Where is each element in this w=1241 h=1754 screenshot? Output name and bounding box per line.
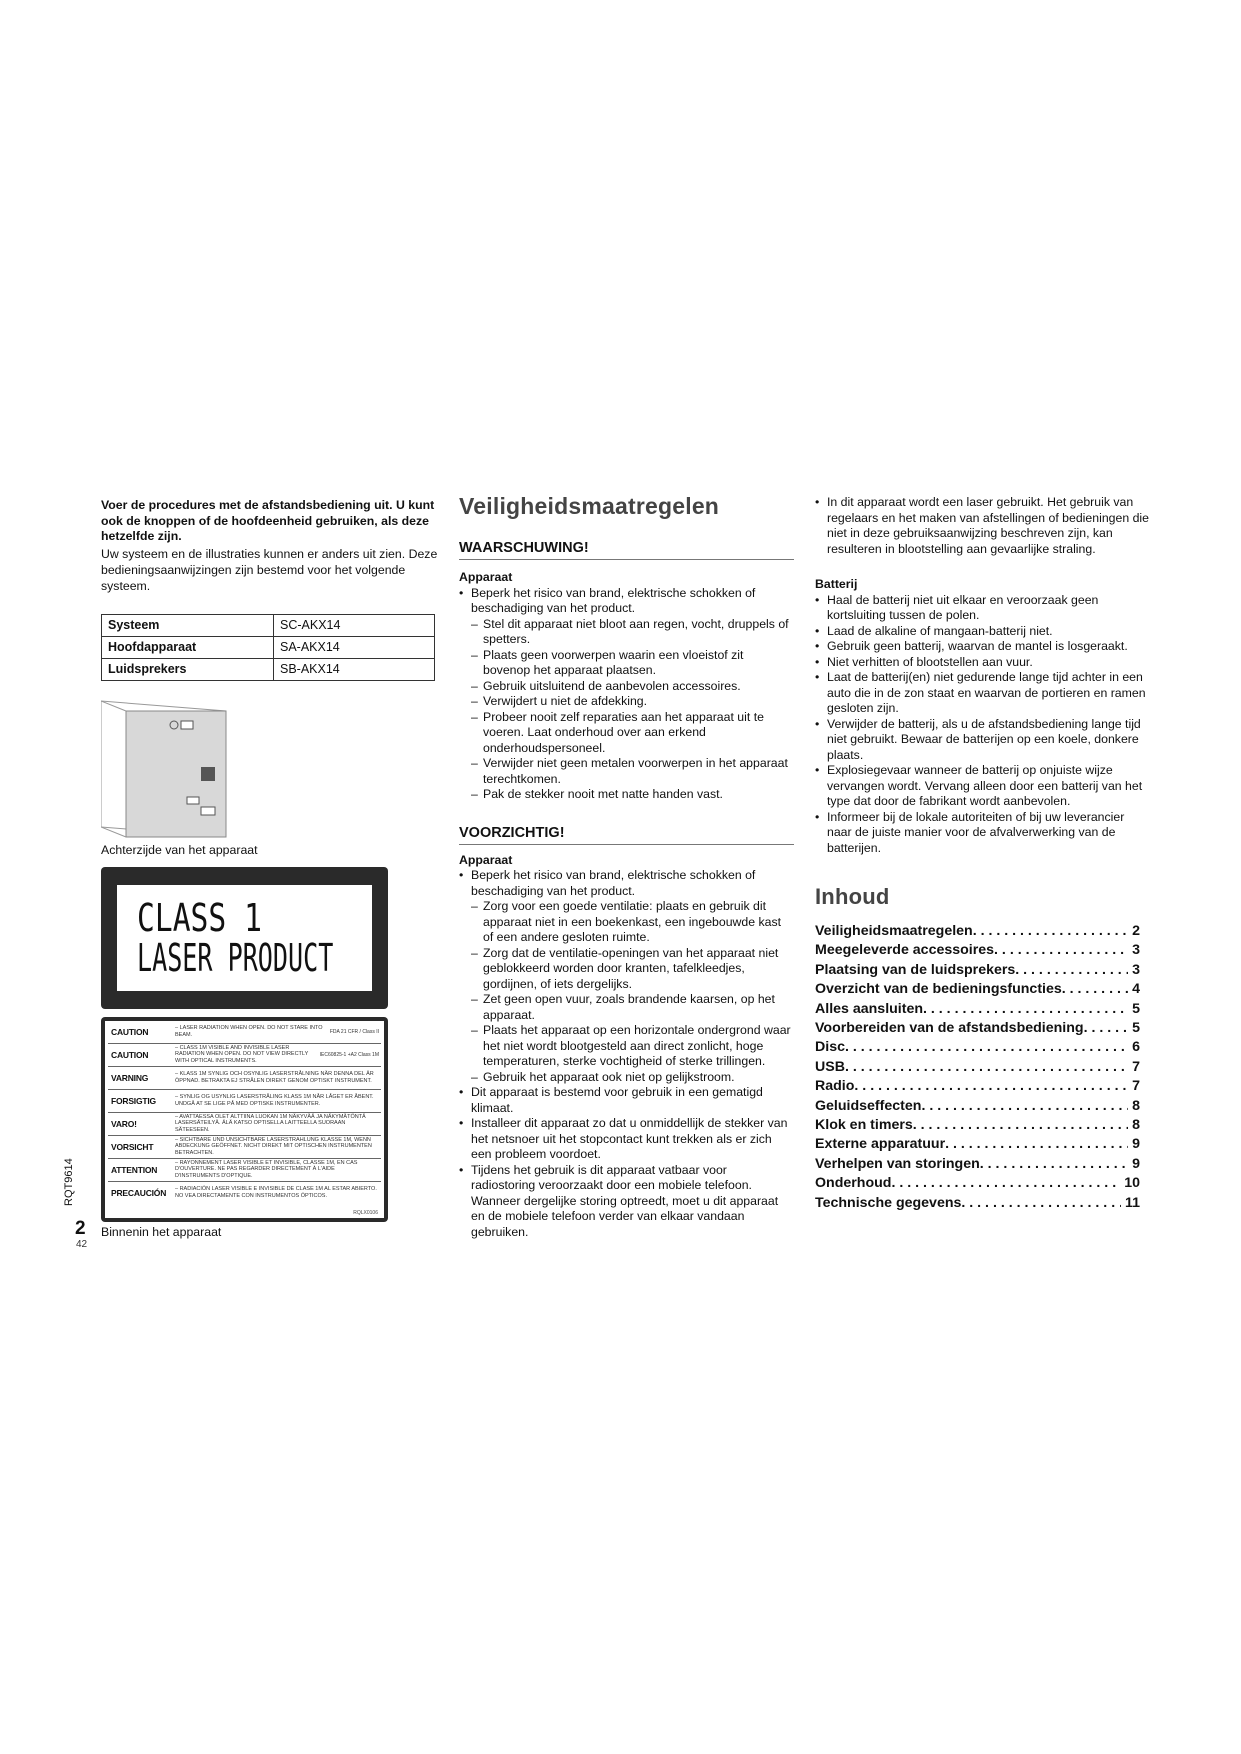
list-item: – Plaats het apparaat op een horizontale ondergrond waar het niet wordt blootgesteld aan direct zonlicht, hoge temperaturen, sterke vochtigheid of sterke trillingen.: [471, 1023, 794, 1070]
toc-leader-dots: [845, 1038, 1128, 1057]
toc-entry-title: USB: [815, 1058, 845, 1075]
list-item: – Probeer nooit zelf reparaties aan het apparaat uit te voeren. Laat onderhoud over aan erkend onderhoudspersoneel.: [471, 710, 794, 757]
toc-entry-title: Disc: [815, 1039, 845, 1056]
warning-label-fda: FDA 21 CFR / Class II: [329, 1028, 379, 1035]
warning-label-key: PRECAUCIÓN: [111, 1187, 167, 1198]
list-item: • Haal de batterij niet uit elkaar en veroorzaak geen kortsluiting tussen de polen.: [815, 593, 1151, 624]
toc-leader-dots: [891, 1174, 1120, 1193]
list-item: – Zorg dat de ventilatie-openingen van het apparaat niet geblokkeerd worden door kranten, tafelkleedjes, gordijnen, of iets dergelijks.: [471, 946, 794, 993]
laser-note-list: [815, 495, 1151, 557]
toc-leader-dots: [961, 1194, 1121, 1213]
warning-label-key: VARNING: [111, 1072, 149, 1083]
warning-label-row: [108, 1113, 381, 1136]
safety-title: Veiligheidsmaatregelen: [459, 493, 720, 519]
toc-entry-page: 5: [1132, 1000, 1140, 1017]
toc-leader-dots: [1015, 961, 1128, 980]
caption-inside: Binnenin het apparaat: [101, 1224, 222, 1239]
toc-entry-page: 9: [1132, 1136, 1140, 1153]
toc-entry-page: 3: [1132, 961, 1140, 978]
list-item: • Gebruik geen batterij, waarvan de mantel is losgeraakt.: [815, 639, 1151, 655]
toc-entry-page: 10: [1124, 1175, 1140, 1192]
page-number-small: 42: [76, 1239, 88, 1250]
toc-entry: [815, 1058, 1140, 1077]
warning-label-iec: IEC60825-1 +A2 Class 1M: [319, 1051, 379, 1058]
caution-items: [459, 899, 794, 1085]
table-of-contents: [815, 922, 1140, 1213]
toc-entry: [815, 941, 1140, 960]
spec-value: SC-AKX14: [274, 614, 435, 636]
toc-leader-dots: [1084, 1019, 1129, 1038]
table-row: [102, 658, 435, 680]
warning-subheading: Apparaat: [459, 570, 513, 584]
toc-entry-page: 8: [1132, 1097, 1140, 1114]
spec-key: Hoofdapparaat: [102, 636, 274, 658]
caution-heading-block: [459, 825, 794, 845]
spec-value: SB-AKX14: [274, 658, 435, 680]
warning-label-key: CAUTION: [111, 1049, 149, 1060]
toc-entry-title: Alles aansluiten: [815, 1000, 924, 1017]
warning-label-key: VORSICHT: [111, 1141, 154, 1152]
toc-entry: [815, 1019, 1140, 1038]
list-item: – Gebruik uitsluitend de aanbevolen accessoires.: [471, 679, 794, 695]
list-item: • Dit apparaat is bestemd voor gebruik in een gematigd klimaat.: [459, 1085, 794, 1116]
toc-entry-page: 7: [1132, 1078, 1140, 1095]
warning-label-text: – CLASS 1M VISIBLE AND INVISIBLE LASER RADIATION WHEN OPEN. DO NOT VIEW DIRECTLY WITH OPTICAL INSTRUMENTS.: [175, 1044, 309, 1064]
spec-key: Systeem: [102, 614, 274, 636]
warning-label-text: – SICHTBARE UND UNSICHTBARE LASERSTRAHLUNG KLASSE 1M, WENN ABDECKUNG GEÖFFNET. NICHT DIREKT MIT OPTISCHEN INSTRUMENTEN BETRACHTEN.: [175, 1136, 372, 1156]
caution-subheading: Apparaat: [459, 852, 513, 867]
multilingual-warning-label: [101, 1017, 388, 1222]
page-number: 2: [75, 1218, 86, 1239]
toc-entry: [815, 1135, 1140, 1154]
toc-leader-dots: [973, 922, 1128, 941]
toc-entry-title: Onderhoud: [815, 1175, 892, 1192]
toc-leader-dots: [980, 1155, 1128, 1174]
toc-title: Inhoud: [815, 884, 890, 909]
warning-label-code: RQLX0106: [353, 1209, 378, 1216]
list-item: • Laat de batterij(en) niet gedurende lange tijd achter in een auto die in de zon staat en waarvan de portieren en ramen gesloten zijn.: [815, 670, 1151, 717]
warning-label-text: – RADIACIÓN LASER VISIBLE E INVISIBLE DE CLASE 1M AL ESTAR ABIERTO. NO VEA DIRECTAMENTE CON INSTRUMENTOS ÓPTICOS.: [175, 1186, 377, 1199]
warning-label-row: [108, 1159, 381, 1182]
class1-laser-label: [101, 867, 388, 1009]
toc-entry-page: 9: [1132, 1155, 1140, 1172]
warning-label-row: [108, 1021, 381, 1044]
warning-label-key: ATTENTION: [111, 1164, 158, 1175]
document-code: RQT9614: [63, 1158, 75, 1206]
battery-items: [815, 593, 1151, 857]
warning-label-key: VARO!: [111, 1118, 137, 1129]
toc-leader-dots: [854, 1077, 1128, 1096]
list-item: – Gebruik het apparaat ook niet op gelijkstroom.: [471, 1070, 794, 1086]
laser-note: • In dit apparaat wordt een laser gebruikt. Het gebruik van regelaars en het maken van afstellingen of bedieningen die niet in deze gebruiksaanwijzing beschreven zijn, kan resulteren in blootstelling aan gevaarlijke straling.: [815, 495, 1151, 557]
list-item: • Installeer dit apparaat zo dat u onmiddellijk de stekker van het netsnoer uit het stopcontact kunt trekken als er zich een probleem voordoet.: [459, 1116, 794, 1163]
list-item: – Stel dit apparaat niet bloot aan regen, vocht, druppels of spetters.: [471, 617, 794, 648]
warning-label-row: [108, 1044, 381, 1067]
toc-leader-dots: [913, 1116, 1128, 1135]
list-item: • Niet verhitten of blootstellen aan vuur.: [815, 655, 1151, 671]
toc-entry: [815, 1038, 1140, 1057]
table-row: [102, 636, 435, 658]
toc-leader-dots: [921, 1097, 1128, 1116]
toc-entry-title: Voorbereiden van de afstandsbediening: [815, 1020, 1084, 1037]
warning-label-text: – KLASS 1M SYNLIG OCH OSYNLIG LASERSTRÅLNING NÄR DENNA DEL ÄR ÖPPNAD. BETRAKTA EJ STRÅLEN DIREKT GENOM OPTISKT INSTRUMENT.: [175, 1071, 374, 1084]
toc-entry-title: Externe apparatuur: [815, 1136, 946, 1153]
toc-leader-dots: [994, 941, 1128, 960]
caution-heading: VOORZICHTIG!: [459, 824, 565, 841]
list-item: • Beperk het risico van brand, elektrische schokken of beschadiging van het product.: [459, 586, 794, 617]
spec-value: SA-AKX14: [274, 636, 435, 658]
table-row: [102, 614, 435, 636]
list-item: – Zorg voor een goede ventilatie: plaats en gebruik dit apparaat niet in een boekenkast, een ingebouwde kast of een andere gesloten ruimte.: [471, 899, 794, 946]
toc-entry: [815, 1174, 1140, 1193]
toc-leader-dots: [923, 1000, 1128, 1019]
toc-entry-title: Veiligheidsmaatregelen: [815, 923, 973, 939]
toc-leader-dots: [1062, 980, 1128, 999]
toc-entry-page: 6: [1132, 1039, 1140, 1056]
battery-heading: Batterij: [815, 577, 858, 591]
toc-entry-page: 4: [1132, 981, 1140, 998]
toc-entry: [815, 1077, 1140, 1096]
list-item: • Informeer bij de lokale autoriteiten of bij uw leverancier naar de juiste manier voor de afvalverwerking van de batterijen.: [815, 810, 1151, 857]
spec-key: Luidsprekers: [102, 658, 274, 680]
warning-label-row: [108, 1067, 381, 1090]
intro-bold-text: Voer de procedures met de afstandsbediening uit. U kunt ook de knoppen of de hoofdeenheid gebruiken, als deze hetzelfde zijn.: [101, 498, 435, 543]
toc-entry: [815, 1000, 1140, 1019]
toc-entry-title: Radio: [815, 1078, 855, 1095]
spec-table: [101, 614, 435, 681]
caution-bullets: [459, 1085, 794, 1240]
laser-label-line2: LASER PRODUCT: [137, 935, 334, 980]
toc-entry: [815, 1194, 1140, 1213]
warning-label-text: – LASER RADIATION WHEN OPEN. DO NOT STARE INTO BEAM.: [175, 1025, 323, 1038]
toc-entry-title: Overzicht van de bedieningsfuncties: [815, 981, 1062, 998]
laser-label-line1: CLASS 1: [137, 895, 262, 940]
warning-label-text: – RAYONNEMENT LASER VISIBLE ET INVISIBLE, CLASSE 1M, EN CAS D'OUVERTURE. NE PAS REGARDER DIRECTEMENT À L'AIDE D'INSTRUMENTS D'OPTIQUE.: [175, 1159, 358, 1179]
toc-entry: [815, 1097, 1140, 1116]
warning-label-text: – AVATTAESSA OLET ALTTIINA LUOKAN 1M NÄKYVÄÄ JA NÄKYMÄTÖNTÄ LASERSÄTEILYÄ. ÄLÄ KATSO OPTISELLA LAITTEELLA SUORAAN SÄTEESEEN.: [175, 1113, 366, 1133]
list-item: • Tijdens het gebruik is dit apparaat vatbaar voor radiostoring veroorzaakt door een mobiele telefoon. Wanneer dergelijke storing optreedt, moet u dit apparaat en de mobiele telefoon verder van elkaar vandaan gebruiken.: [459, 1163, 794, 1241]
toc-leader-dots: [945, 1135, 1128, 1154]
right-column: [815, 495, 1151, 1213]
intro-text: Uw systeem en de illustraties kunnen er anders uit zien. Deze bedieningsaanwijzingen zijn bestemd voor het volgende systeem.: [101, 546, 438, 593]
toc-entry: [815, 961, 1140, 980]
toc-entry-title: Verhelpen van storingen: [815, 1155, 980, 1172]
caution-bullet: [459, 868, 794, 899]
warning-heading-block: [459, 540, 794, 560]
warning-label-row: [108, 1182, 381, 1204]
toc-entry: [815, 980, 1140, 999]
toc-entry-page: 3: [1132, 942, 1140, 959]
left-column: [101, 498, 438, 1239]
warning-label-key: FORSIGTIG: [111, 1095, 156, 1106]
list-item: – Verwijder niet geen metalen voorwerpen in het apparaat terechtkomen.: [471, 756, 794, 787]
toc-leader-dots: [845, 1058, 1128, 1077]
toc-entry-title: Plaatsing van de luidsprekers: [815, 961, 1016, 978]
list-item: – Pak de stekker nooit met natte handen vast.: [471, 787, 794, 803]
list-item: • Explosiegevaar wanneer de batterij op onjuiste wijze vervangen wordt. Vervang alleen door een batterij van het type dat door de fabrikant wordt aanbevolen.: [815, 763, 1151, 810]
warning-items: [459, 617, 794, 803]
warning-label-row: [108, 1136, 381, 1159]
warning-label-row: [108, 1090, 381, 1113]
warning-bullets: [459, 586, 794, 617]
toc-entry-title: Klok en timers: [815, 1117, 913, 1134]
warning-label-text: – SYNLIG OG USYNLIG LASERSTRÅLING KLASS 1M NÅR LÅGET ER ÅBENT. UNDGÅ AT SE LIGE PÅ MED OPTISKE INSTRUMENTER.: [175, 1094, 374, 1107]
list-item: • Laad de alkaline of mangaan-batterij niet.: [815, 624, 1151, 640]
toc-entry: [815, 922, 1140, 941]
toc-entry-title: Meegeleverde accessoires: [815, 942, 995, 959]
warning-label-key: CAUTION: [111, 1026, 149, 1037]
list-item: – Plaats geen voorwerpen waarin een vloeistof zit bovenop het apparaat plaatsen.: [471, 648, 794, 679]
middle-column: [459, 493, 794, 1240]
caption-back: Achterzijde van het apparaat: [101, 842, 258, 857]
list-item: – Zet geen open vuur, zoals brandende kaarsen, op het apparaat.: [471, 992, 794, 1023]
toc-entry: [815, 1116, 1140, 1135]
toc-entry-title: Geluidseffecten: [815, 1097, 922, 1114]
list-item: • Beperk het risico van brand, elektrische schokken of beschadiging van het product.: [459, 868, 794, 899]
toc-entry-page: 11: [1125, 1194, 1140, 1211]
list-item: – Verwijdert u niet de afdekking.: [471, 694, 794, 710]
toc-entry-page: 2: [1132, 923, 1140, 939]
warning-rows: [108, 1021, 381, 1204]
toc-entry-page: 5: [1132, 1020, 1140, 1037]
unit-back-illustration: [101, 689, 241, 839]
toc-entry: [815, 1155, 1140, 1174]
list-item: • Verwijder de batterij, als u de afstandsbediening lange tijd niet gebruikt. Bewaar de batterijen op een koele, donkere plaats.: [815, 717, 1151, 764]
toc-entry-title: Technische gegevens: [815, 1194, 962, 1211]
toc-entry-page: 7: [1132, 1058, 1140, 1075]
toc-entry-page: 8: [1132, 1117, 1140, 1134]
warning-heading: WAARSCHUWING!: [459, 540, 589, 556]
